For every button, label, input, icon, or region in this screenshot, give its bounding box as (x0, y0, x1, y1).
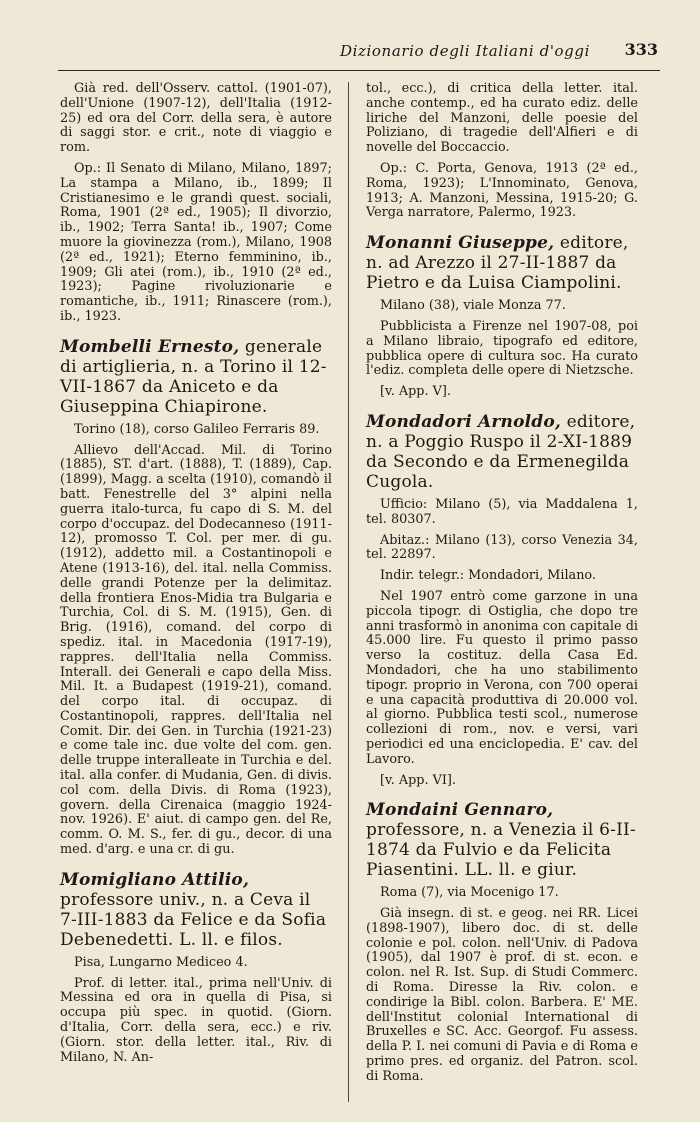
entry-body: Pubblicista a Firenze nel 1907-08, poi a Milano libraio, tipografo ed editore, pubblica opere di cultura soc. Ha curato l'ediz. completa delle opere di Nietzsche. (366, 318, 638, 379)
entry-heading-mondadori (366, 412, 638, 492)
entry-heading-text: editore, n. a Poggio Ruspo il 2-XI-1889 da Secondo e da Ermenegilda Cugola. (366, 411, 636, 492)
entry-body: Prof. di letter. ital., prima nell'Univ. di Messina ed ora in quella di Pisa, si occupa più spec. in quotid. (Giorn. d'Italia, Corr. della sera, ecc.) e riv. (Giorn. stor. della letter. ital., Riv. di Milano, N. An- (60, 975, 332, 1065)
entry-heading-text: generale di artiglieria, n. a Torino il 12-VII-1867 da Aniceto e da Giuseppina Chiapirone. (60, 336, 327, 417)
running-title: Dizionario degli Italiani d'oggi (340, 42, 590, 60)
entry-body: Nel 1907 entrò come garzone in una piccola tipogr. di Ostiglia, che dopo tre anni trasformò in anonima con capitale di 45.000 lire. Fu questo il primo passo verso la costituz. della Casa Ed. Mondadori, che ha uno stabilimento tipogr. proprio in Verona, con 700 operai e una capacità produttiva di 20.000 vol. al giorno. Pubblica testi scol., numerose collezioni di rom., nov. e versi, vari periodici ed una enciclopedia. E' cav. del Lavoro. (366, 588, 638, 767)
entry-address: Torino (18), corso Galileo Ferraris 89. (74, 421, 320, 437)
entry-heading-mombelli (60, 337, 332, 417)
appendix-reference: [v. App. V]. (380, 384, 451, 400)
entry-heading-text: editore, n. ad Arezzo il 27-II-1887 da Pietro e da Luisa Ciampolini. (366, 233, 629, 294)
works-paragraph: Op.: C. Porta, Genova, 1913 (2ª ed., Roma, 1923); L'Innominato, Genova, 1913; A. Manzoni, Messina, 1915-20; G. Verga narratore, Palermo, 1923. (366, 160, 638, 221)
entry-heading-mondaini (366, 800, 638, 880)
left-column (60, 82, 332, 1071)
entry-address: Roma (7), via Mocenigo 17. (380, 885, 559, 901)
entry-name: Monanni Giuseppe, (366, 233, 555, 254)
entry-address: Pisa, Lungarno Mediceo 4. (74, 954, 248, 970)
paragraph: tol., ecc.), di critica della letter. ital. anche contemp., ed ha curato ediz. delle liriche del Manzoni, delle poesie del Poliziano, di tragedie dell'Alfieri e di novelle del Boccaccio. (366, 81, 638, 156)
entry-body: Allievo dell'Accad. Mil. di Torino (1885), ST. d'art. (1888), T. (1889), Cap. (1899), Magg. a scelta (1910), comandò il batt. Fenestrelle del 3° alpini nella guerra italo-turca, fu capo di S. M. del corpo d'occupaz. del Dodecanneso (1911-12), promosso T. Col. per mer. di gu. (1912), addetto mil. a Costantinopoli e Atene (1913-16), del. ital. nella Commiss. delle grandi Potenze per la delimitaz. della frontiera Enos-Midia tra Bulgaria e Turchia, Col. di S. M. (1915), Gen. di Brig. (1916), comand. del corpo di spediz. ital. in Macedonia (1917-19), rappres. dell'Italia nella Commiss. Interall. dei Generali e capo della Miss. Mil. It. a Budapest (1919-21), comand. del corpo ital. di occupaz. di Costantinopoli, rappres. dell'Italia nel Comit. Dir. dei Gen. in Turchia (1921-23) e come tale inc. due volte del com. gen. delle truppe interalleate in Turchia e del. ital. alla confer. di Mudania, Gen. di divis. col com. della Divis. di Roma (1923), govern. della Cirenaica (maggio 1924-nov. 1926). E' aiut. di campo gen. del Re, comm. O. M. S., fer. di gu., decor. di una med. d'arg. e una cr. di gu. (60, 442, 332, 858)
entry-heading-text: professore, n. a Venezia il 6-II-1874 da Fulvio e da Felicita Piasentini. LL. ll. e giur. (366, 820, 636, 881)
column-divider (348, 82, 349, 1102)
entry-telegraph: Indir. telegr.: Mondadori, Milano. (380, 568, 596, 584)
appendix-reference: [v. App. VI]. (380, 772, 456, 788)
right-column (366, 82, 638, 1091)
entry-office: Ufficio: Milano (5), via Maddalena 1, tel. 80307. (366, 496, 638, 527)
entry-name: Mombelli Ernesto, (60, 336, 240, 357)
entry-home: Abitaz.: Milano (13), corso Venezia 34, tel. 22897. (366, 532, 638, 563)
entry-name: Mondadori Arnoldo, (366, 411, 562, 432)
entry-address: Milano (38), viale Monza 77. (380, 298, 566, 314)
paragraph: Già red. dell'Osserv. cattol. (1901-07), dell'Unione (1907-12), dell'Italia (1912-25) ed ora del Corr. della sera, è autore di saggi stor. e crit., note di viaggio e rom. (60, 81, 332, 156)
entry-body: Già insegn. di st. e geog. nei RR. Licei (1898-1907), libero doc. di st. delle colonie e pol. colon. nell'Univ. di Padova (1905), dal 1907 è prof. di st. econ. e colon. nel R. Ist. Sup. di Studi Commerc. di Roma. Diresse la Riv. colon. e condirige la Bibl. colon. Barbera. E' ME. dell'Institut colonial International di Bruxelles e SC. Acc. Georgof. Fu assess. della P. I. nei comuni di Pavia e di Roma e primo pres. ed organiz. del Patron. scol. di Roma. (366, 906, 638, 1084)
page-number: 333 (624, 40, 658, 59)
entry-heading-momigliano (60, 870, 332, 950)
entry-name: Momigliano Attilio, (60, 869, 250, 890)
entry-heading-text: professore univ., n. a Ceva il 7-III-1883 da Felice e da Sofia Debenedetti. L. ll. e filos. (60, 889, 327, 950)
works-paragraph: Op.: Il Senato di Milano, Milano, 1897; La stampa a Milano, ib., 1899; Il Cristianesimo e le grandi quest. sociali, Roma, 1901 (2ª ed., 1905); Il divorzio, ib., 1902; Terra Santa! ib., 1907; Come muore la giovinezza (rom.), Milano, 1908 (2ª ed., 1921); Eterno femminino, ib., 1909; Gli atei (rom.), ib., 1910 (2ª ed., 1923); Pagine rivoluzionarie e romantiche, ib., 1911; Rinascere (rom.), ib., 1923. (60, 160, 332, 324)
page-header (58, 36, 660, 71)
entry-heading-monanni (366, 233, 638, 293)
entry-name: Mondaini Gennaro, (366, 800, 554, 821)
